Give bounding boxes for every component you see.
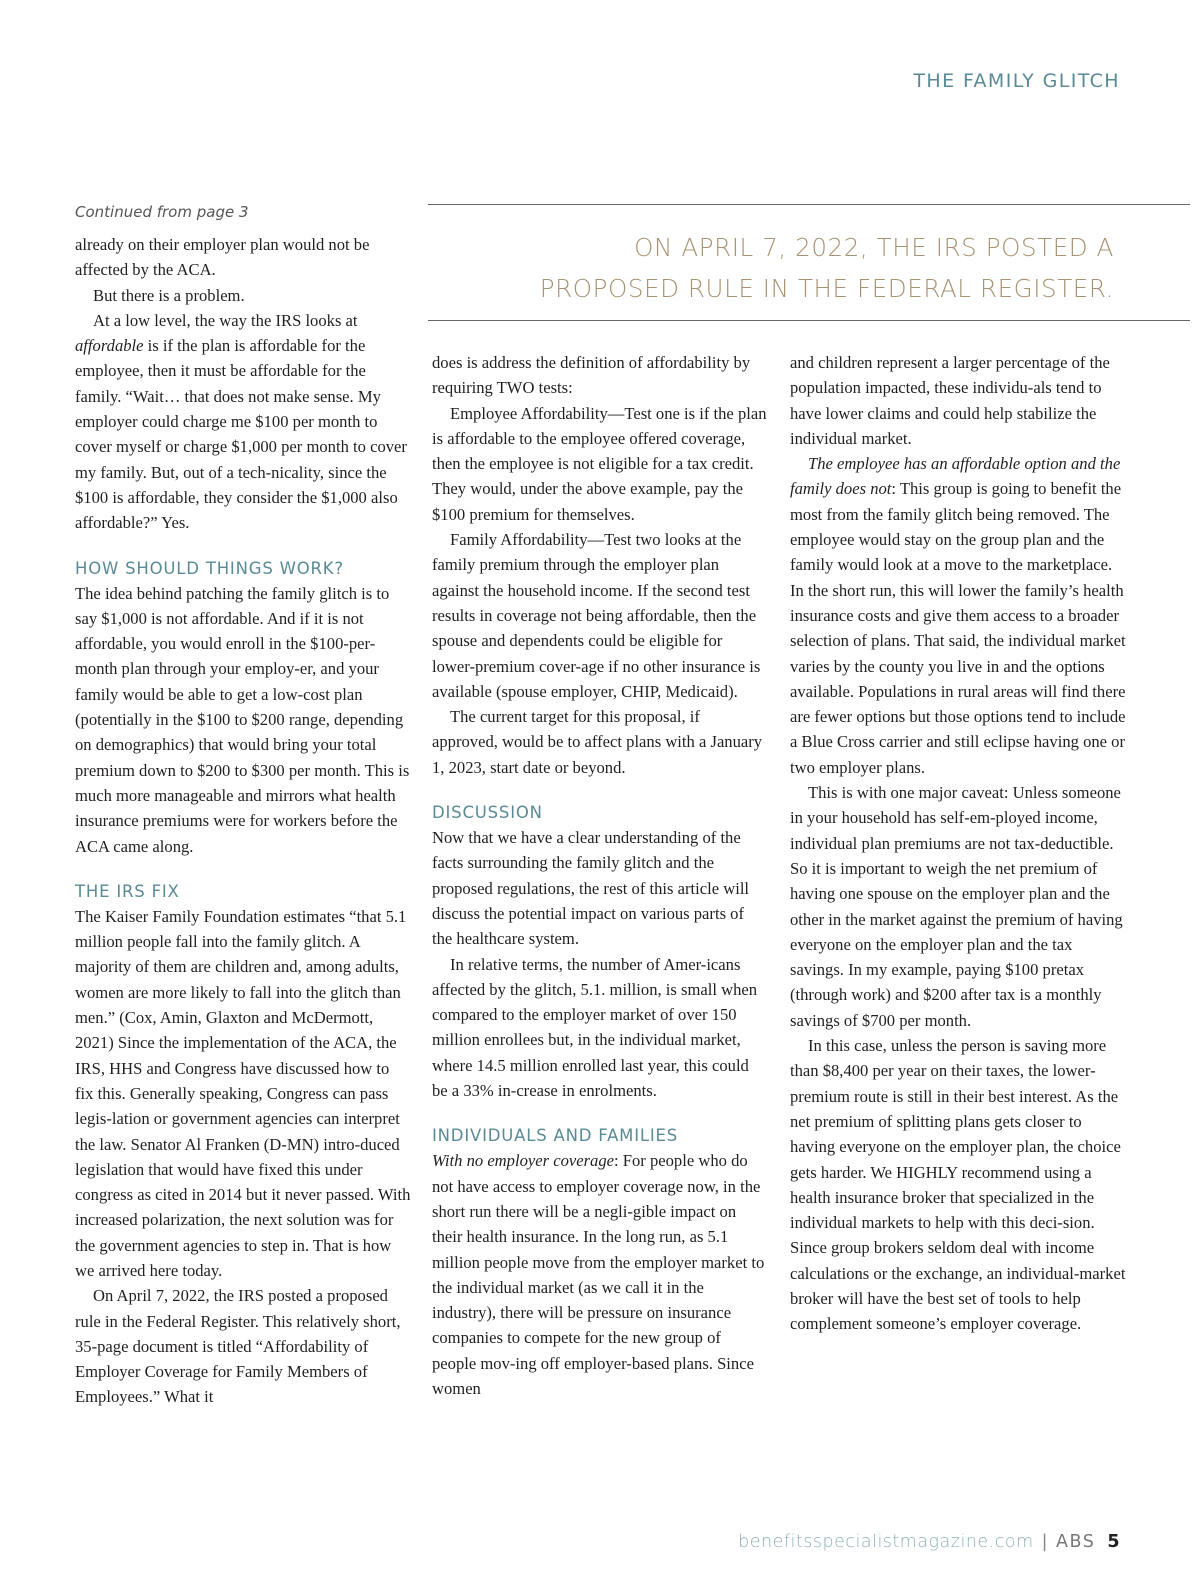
- section-heading: HOW SHOULD THINGS WORK?: [75, 558, 344, 578]
- paragraph: [790, 451, 1126, 780]
- article-column-1: [75, 232, 411, 1410]
- paragraph: On April 7, 2022, the IRS posted a proposed rule in the Federal Register. This relatively short, 35-page document is titled “Affordability of Employer Coverage for Family Members of Employees.” What it: [75, 1286, 401, 1407]
- paragraph: and children represent a larger percentage of the population impacted, these individu-als tend to have lower claims and could help stabilize the individual market.: [790, 353, 1110, 448]
- footer-website: benefitsspecialistmagazine.com: [738, 1532, 1034, 1552]
- emphasis-text: affordable: [75, 336, 144, 356]
- paragraph-text: : This group is going to benefit the most from the family glitch being removed. The employee would stay on the group plan and the family would look at a move to the marketplace. In the short run, this will lower the family’s health insurance costs and give them access to a broader selection of plans. That said, the individual market varies by the county you live in and the options available. Populations in rural areas will find there are fewer options but those options tend to include a Blue Cross carrier and still eclipse having one or two employer plans.: [790, 479, 1126, 777]
- paragraph: Employee Affordability—Test one is if the plan is affordable to the employee offered coverage, then the employee is not eligible for a tax credit. They would, under the above example, pay the $100 premium for themselves.: [432, 403, 767, 524]
- paragraph: But there is a problem.: [93, 285, 245, 305]
- article-column-2: [432, 350, 768, 1401]
- pull-quote-text: ON APRIL 7, 2022, THE IRS POSTED A PROPOSED RULE IN THE FEDERAL REGISTER.: [539, 233, 1114, 303]
- pull-quote: [428, 204, 1190, 321]
- article-column-3: [790, 350, 1126, 1337]
- paragraph-text: is if the plan is affordable for the employee, then it must be affordable for the family. “Wait… that does not make sense. My employer could charge me $100 per month to cover myself or charge $1,000 per month to cover my family. But, out of a tech-nicality, since the $100 is affordable, they consider the $1,000 also affordable?” Yes.: [75, 336, 407, 533]
- paragraph: The current target for this proposal, if approved, would be to affect plans with a January 1, 2023, start date or beyond.: [432, 707, 763, 777]
- section-heading: INDIVIDUALS AND FAMILIES: [432, 1126, 679, 1146]
- section-heading: THE IRS FIX: [75, 881, 180, 901]
- emphasis-text: The employee has an affordable option and the family does not: [790, 454, 1121, 499]
- paragraph: In relative terms, the number of Amer-icans affected by the glitch, 5.1. million, is small when compared to the employer market of over 150 million enrollees but, in the individual market, where 14.5 million enrolled last year, this could be a 33% in-crease in enrolments.: [432, 954, 758, 1101]
- paragraph: Family Affordability—Test two looks at the family premium through the employer plan against the household income. If the second test results in coverage not being affordable, then the spouse and dependents could be eligible for lower-premium cover-age if no other insurance is available (spouse employer, CHIP, Medicaid).: [432, 530, 761, 701]
- paragraph: Now that we have a clear understanding of the facts surrounding the family glitch and the proposed regulations, the rest of this article will discuss the potential impact on various parts of the healthcare system.: [432, 828, 750, 949]
- paragraph: [75, 308, 411, 536]
- paragraph: In this case, unless the person is saving more than $8,400 per year on their taxes, the lower-premium route is still in their best interest. As the net premium of splitting plans gets closer to having everyone on the employer plan, the choice gets harder. We HIGHLY recommend using a health insurance broker that specialized in the individual markets to help with this deci-sion. Since group brokers seldom deal with income calculations or the exchange, an individual-market broker will have the best set of tools to help complement someone’s employer coverage.: [790, 1036, 1126, 1334]
- emphasis-text: With no employer coverage: [432, 1151, 615, 1171]
- paragraph: The idea behind patching the family glitch is to say $1,000 is not affordable. And if it is not affordable, you would enroll in the $100-per-month plan through your employ-er, and your family would be able to get a low-cost plan (potentially in the $100 to $200 range, depending on demographics) that would bring your total premium down to $200 to $300 per month. This is much more manageable and mirrors what health insurance premiums were for workers before the ACA came along.: [75, 583, 410, 856]
- footer-magazine-name: ABS: [1056, 1532, 1096, 1552]
- page-number: 5: [1107, 1532, 1120, 1552]
- running-head-title: THE FAMILY GLITCH: [913, 70, 1120, 92]
- paragraph: This is with one major caveat: Unless someone in your household has self-em-ployed income, individual plan premiums are not tax-deductible. So it is important to weigh the net premium of having one spouse on the employer plan and the other in the market against the premium of having everyone on the employer plan and the tax savings. In my example, paying $100 pretax (through work) and $200 after tax is a monthly savings of $700 per month.: [790, 783, 1123, 1030]
- footer-separator: |: [1041, 1532, 1049, 1552]
- paragraph: already on their employer plan would not be affected by the ACA.: [75, 235, 370, 280]
- paragraph-text: : For people who do not have access to employer coverage now, in the short run there will be a negli-gible impact on their health insurance. In the long run, as 5.1 million people move from the employer market to the individual market (as we call it in the industry), there will be pressure on insurance companies to compete for the new group of people mov-ing off employer-based plans. Since women: [432, 1151, 765, 1398]
- paragraph: The Kaiser Family Foundation estimates “that 5.1 million people fall into the family glitch. A majority of them are children and, among adults, women are more likely to fall into the glitch than men.” (Cox, Amin, Glaxton and McDermott, 2021) Since the implementation of the ACA, the IRS, HHS and Congress have discussed how to fix this. Generally speaking, Congress can pass legis-lation or government agencies can interpret the law. Senator Al Franken (D-MN) intro-duced legislation that would have fixed this under congress as cited in 2014 but it never passed. With increased polarization, the next solution was for the government agencies to step in. That is how we arrived here today.: [75, 906, 411, 1280]
- paragraph-text: At a low level, the way the IRS looks at: [93, 310, 358, 330]
- paragraph: does is address the definition of affordability by requiring TWO tests:: [432, 353, 751, 398]
- section-heading: DISCUSSION: [432, 803, 543, 823]
- page-footer: [738, 1532, 1120, 1552]
- paragraph: [432, 1148, 768, 1401]
- continued-note: Continued from page 3: [75, 203, 249, 221]
